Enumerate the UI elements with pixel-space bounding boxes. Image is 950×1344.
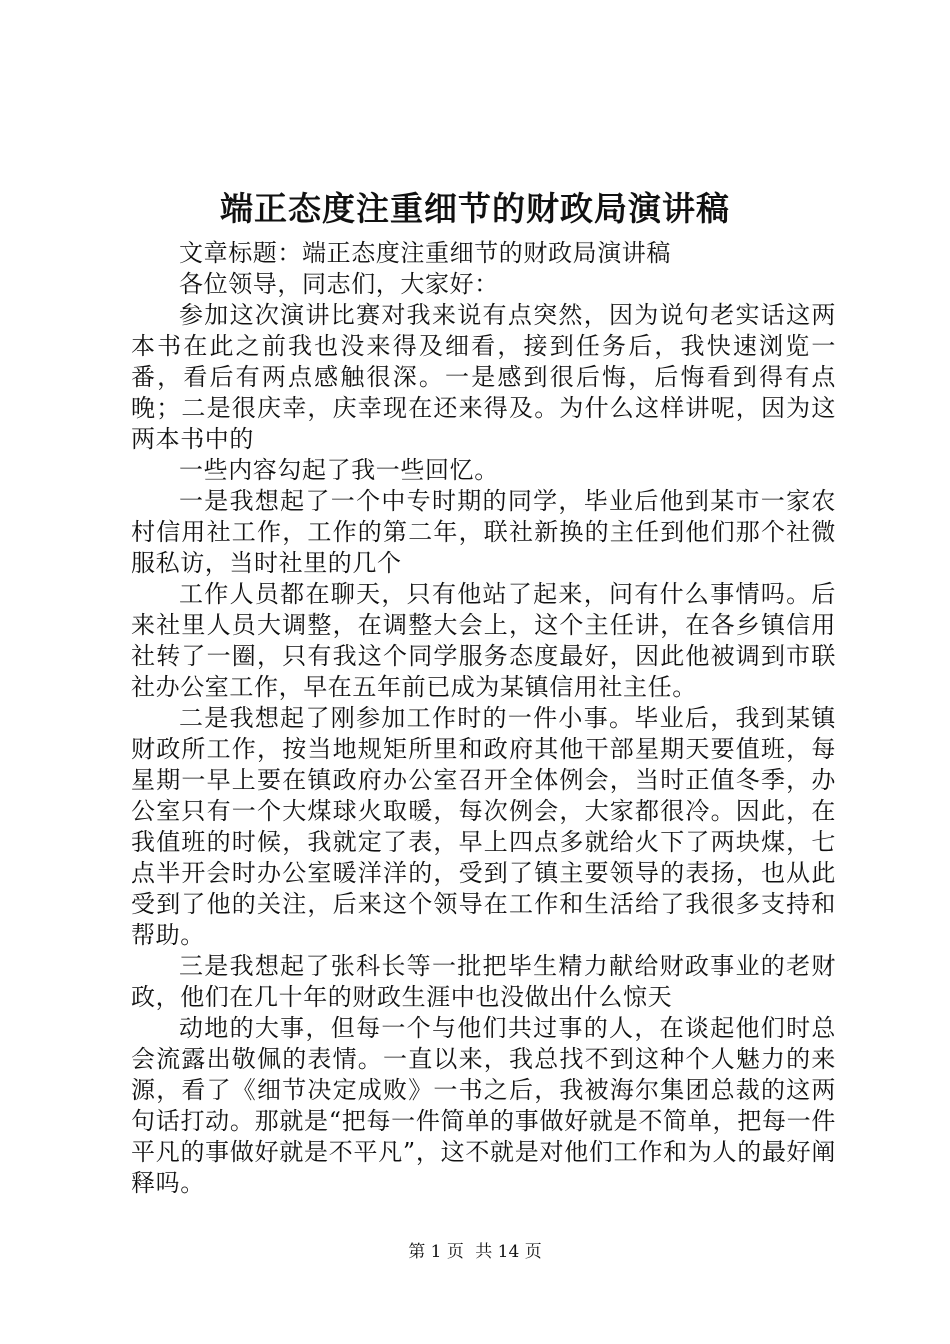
page-number: 第 1 页 — [408, 1242, 464, 1262]
body-paragraph: 参加这次演讲比赛对我来说有点突然，因为说句老实话这两本书在此之前我也没来得及细看，接到任务后，我快速浏览一番，看后有两点感触很深。一是感到很后悔，后悔看到得有点晚；二是很庆幸，庆幸现在还来得及。为什么这样讲呢，因为这两本书中的 — [131, 301, 836, 453]
body-paragraph: 一是我想起了一个中专时期的同学，毕业后他到某市一家农村信用社工作，工作的第二年，联社新换的主任到他们那个社微服私访，当时社里的几个 — [131, 487, 836, 577]
body-paragraph: 动地的大事，但每一个与他们共过事的人，在谈起他们时总会流露出敬佩的表情。一直以来，我总找不到这种个人魅力的来源，看了《细节决定成败》一书之后，我被海尔集团总裁的这两句话打动。那就是“把每一件简单的事做好就是不简单，把每一件平凡的事做好就是不平凡”，这不就是对他们工作和为人的最好阐释吗。 — [131, 1014, 836, 1197]
body-paragraph: 工作人员都在聊天，只有他站了起来，问有什么事情吗。后来社里人员大调整，在调整大会上，这个主任讲，在各乡镇信用社转了一圈，只有我这个同学服务态度最好，因此他被调到市联社办公室工作，早在五年前已成为某镇信用社主任。 — [131, 580, 836, 701]
body-paragraph: 一些内容勾起了我一些回忆。 — [179, 456, 499, 484]
article-title-line: 文章标题：端正态度注重细节的财政局演讲稿 — [179, 239, 671, 267]
body-paragraph: 二是我想起了刚参加工作时的一件小事。毕业后，我到某镇财政所工作，按当地规矩所里和政府其他干部星期天要值班，每星期一早上要在镇政府办公室召开全体例会，当时正值冬季，办公室只有一个大煤球火取暖，每次例会，大家都很冷。因此，在我值班的时候，我就定了表，早上四点多就给火下了两块煤，七点半开会时办公室暖洋洋的，受到了镇主要领导的表扬，也从此受到了他的关注，后来这个领导在工作和生活给了我很多支持和帮助。 — [131, 704, 836, 949]
document-title: 端正态度注重细节的财政局演讲稿 — [220, 189, 730, 228]
page-total: 共 14 页 — [475, 1242, 542, 1262]
salutation-paragraph: 各位领导，同志们，大家好： — [179, 270, 499, 298]
body-paragraph: 三是我想起了张科长等一批把毕生精力献给财政事业的老财政，他们在几十年的财政生涯中也没做出什么惊天 — [131, 952, 836, 1011]
document-body — [131, 238, 836, 1199]
page-footer — [0, 1240, 950, 1264]
